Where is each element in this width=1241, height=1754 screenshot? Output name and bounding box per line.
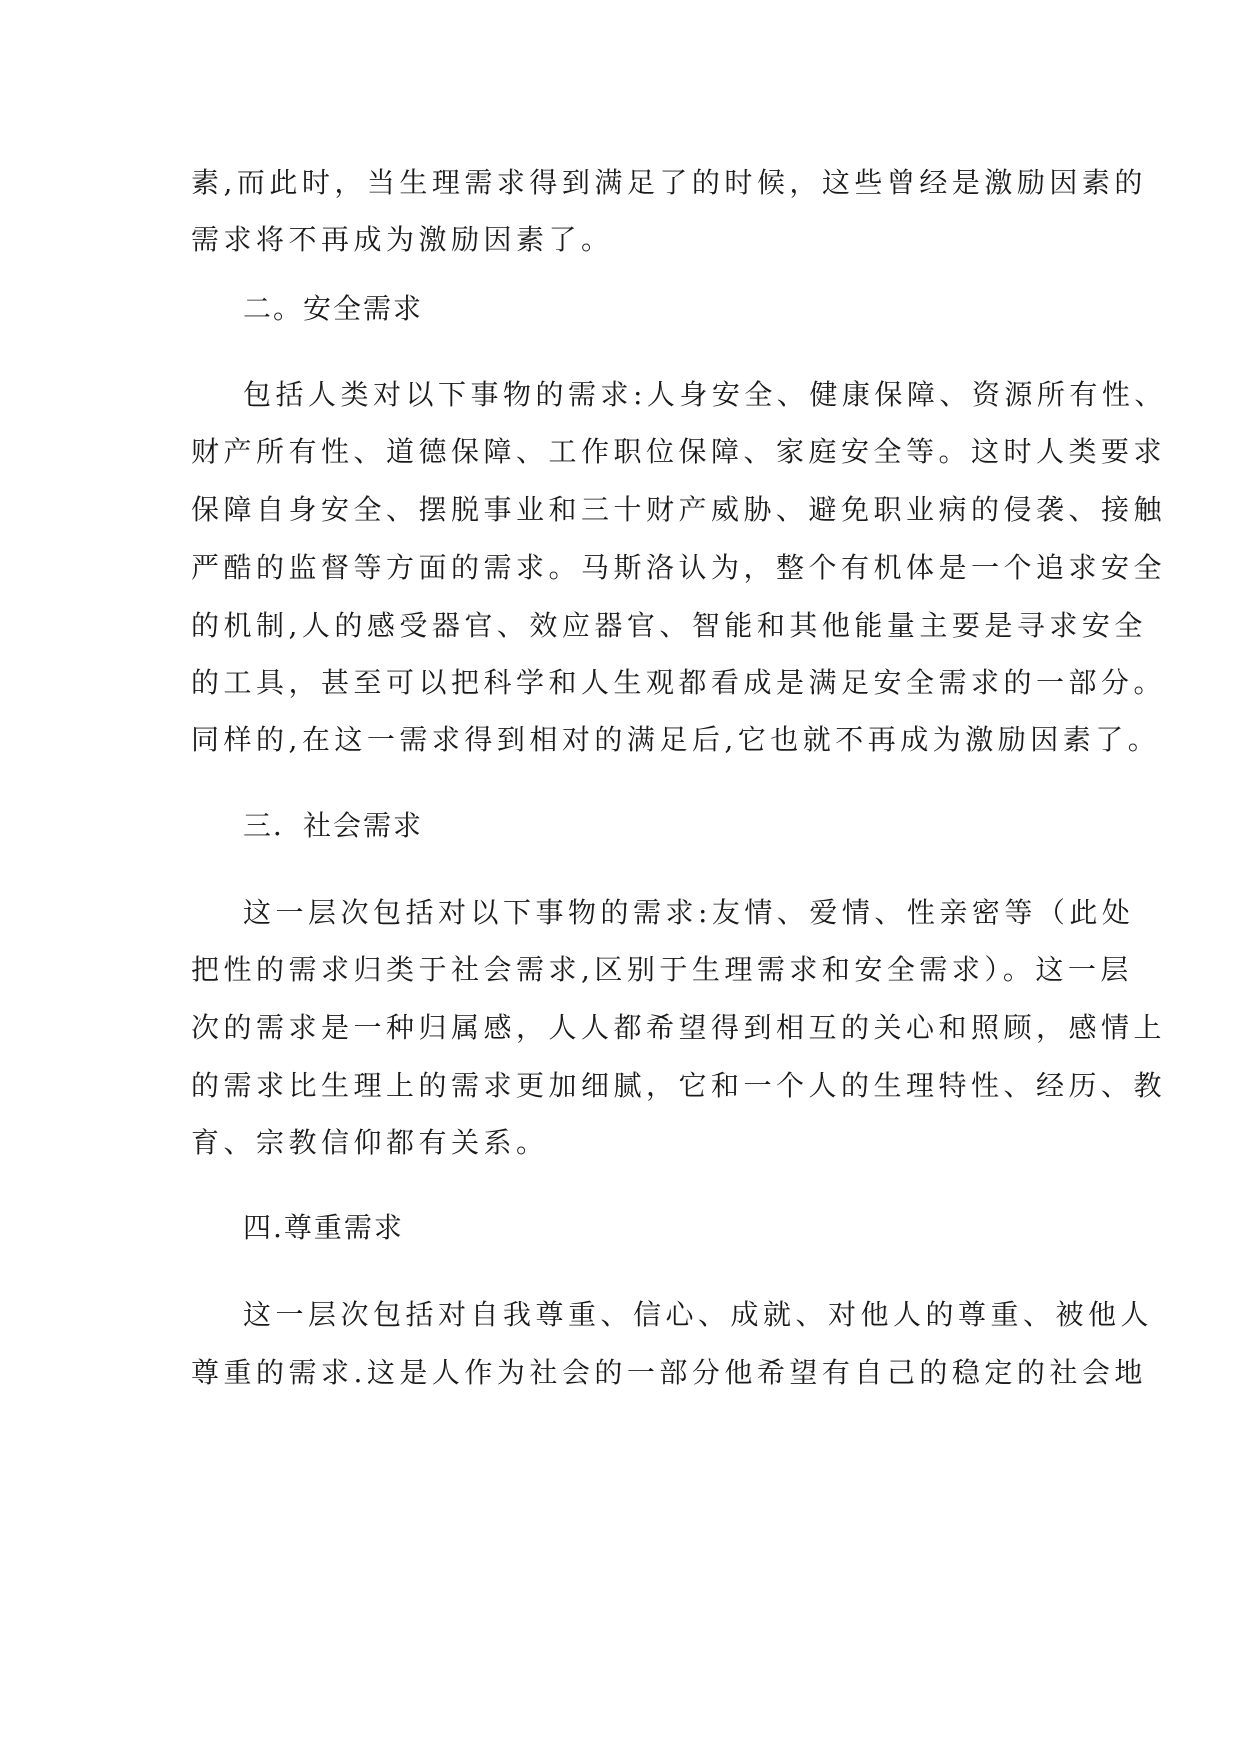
section-heading-esteem: 四.尊重需求 (243, 1211, 404, 1244)
paragraph-line: 同样的,在这一需求得到相对的满足后,它也就不再成为激励因素了。 (191, 723, 1161, 756)
section-heading-safety: 二。安全需求 (243, 292, 424, 325)
paragraph-line: 包括人类对以下事物的需求:人身安全、健康保障、资源所有性、 (243, 378, 1167, 411)
paragraph-line: 需求将不再成为激励因素了。 (191, 223, 614, 256)
paragraph-line: 把性的需求归类于社会需求,区别于生理需求和安全需求）。这一层 (191, 953, 1133, 986)
paragraph-line: 次的需求是一种归属感，人人都希望得到相互的关心和照顾，感情上 (191, 1011, 1167, 1044)
paragraph-line: 的需求比生理上的需求更加细腻，它和一个人的生理特性、经历、教 (191, 1069, 1167, 1102)
section-heading-social: 三．社会需求 (243, 809, 424, 842)
paragraph-line: 素,而此时，当生理需求得到满足了的时候，这些曾经是激励因素的 (191, 166, 1147, 199)
paragraph-line: 严酷的监督等方面的需求。马斯洛认为，整个有机体是一个追求安全 (191, 551, 1167, 584)
paragraph-line: 财产所有性、道德保障、工作职位保障、家庭安全等。这时人类要求 (191, 435, 1167, 468)
paragraph-line: 这一层次包括对以下事物的需求:友情、爱情、性亲密等（此处 (243, 896, 1135, 929)
paragraph-line: 尊重的需求.这是人作为社会的一部分他希望有自己的稳定的社会地 (191, 1356, 1147, 1389)
paragraph-line: 的工具，甚至可以把科学和人生观都看成是满足安全需求的一部分。 (191, 666, 1167, 699)
paragraph-line: 育、宗教信仰都有关系。 (191, 1126, 549, 1159)
paragraph-line: 的机制,人的感受器官、效应器官、智能和其他能量主要是寻求安全 (191, 609, 1147, 642)
paragraph-line: 保障自身安全、摆脱事业和三十财产威胁、避免职业病的侵袭、接触 (191, 493, 1167, 526)
paragraph-line: 这一层次包括对自我尊重、信心、成就、对他人的尊重、被他人 (243, 1298, 1154, 1331)
